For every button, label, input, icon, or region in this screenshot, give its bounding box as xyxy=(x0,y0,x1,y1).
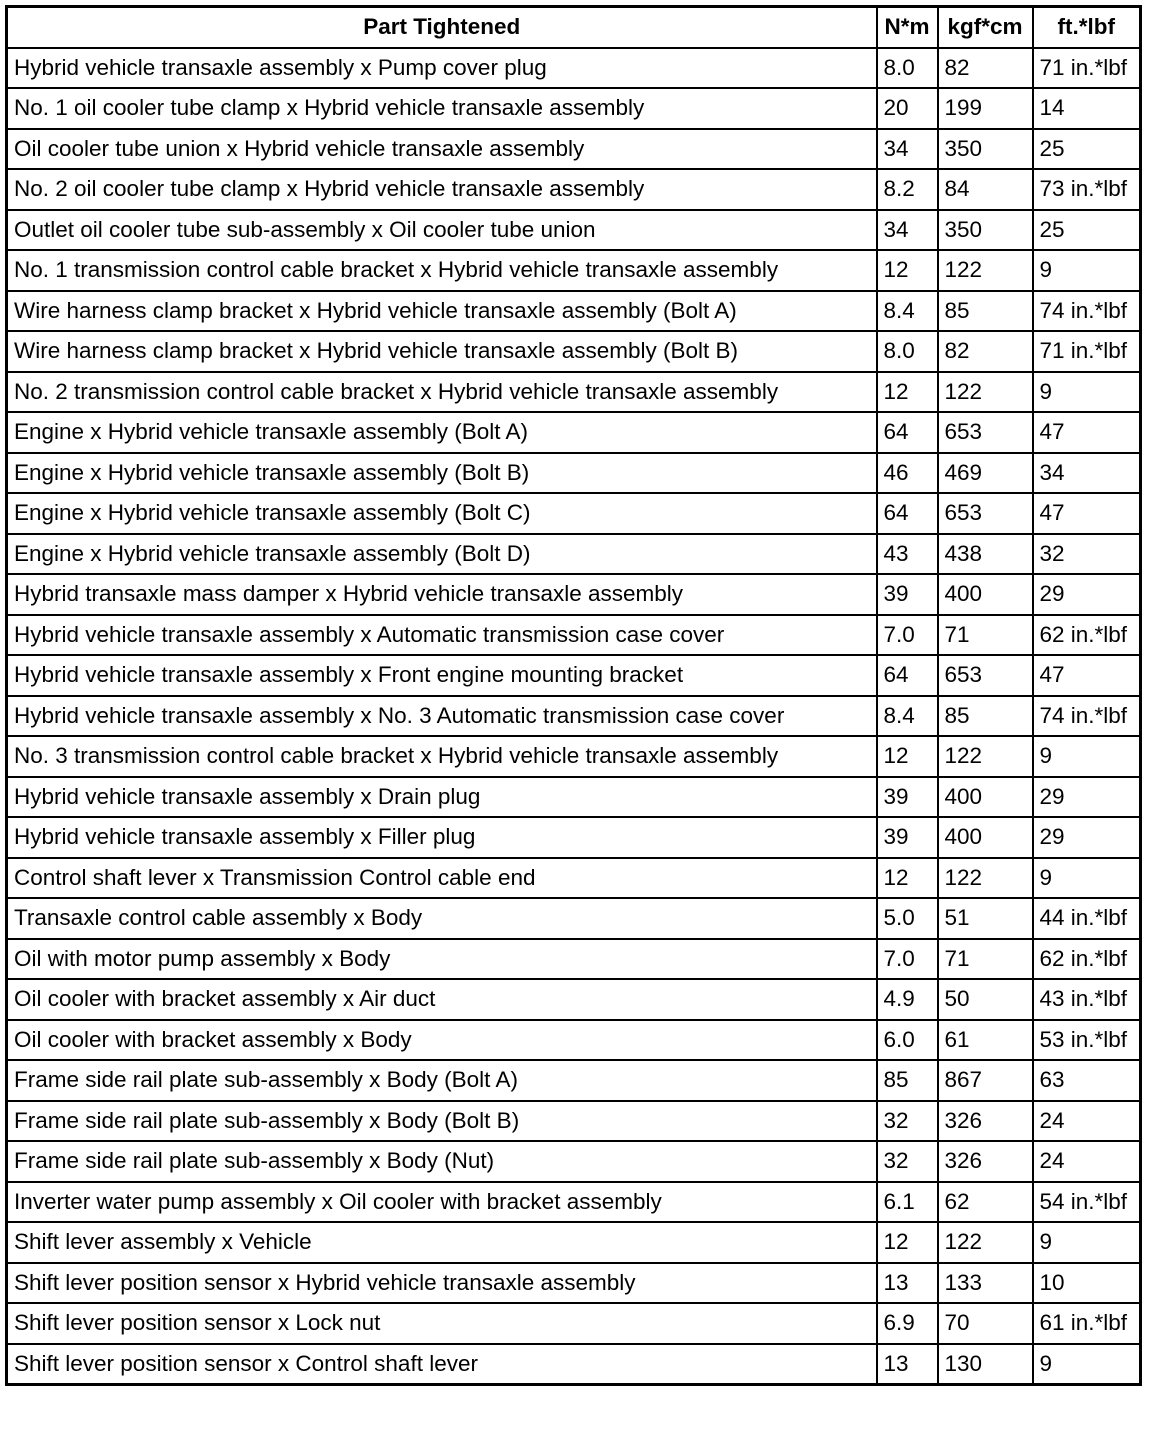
cell-part-tightened: Hybrid vehicle transaxle assembly x Front engine mounting bracket xyxy=(7,655,877,696)
cell-nm: 4.9 xyxy=(877,979,938,1020)
cell-part-tightened: Oil cooler with bracket assembly x Air duct xyxy=(7,979,877,1020)
cell-nm: 34 xyxy=(877,210,938,251)
cell-part-tightened: Shift lever position sensor x Lock nut xyxy=(7,1303,877,1344)
cell-part-tightened: Outlet oil cooler tube sub-assembly x Oil cooler tube union xyxy=(7,210,877,251)
table-row xyxy=(7,1020,1141,1061)
cell-part-tightened: Frame side rail plate sub-assembly x Body (Bolt A) xyxy=(7,1060,877,1101)
cell-nm: 39 xyxy=(877,574,938,615)
cell-kgf-cm: 653 xyxy=(938,655,1033,696)
cell-kgf-cm: 82 xyxy=(938,331,1033,372)
cell-kgf-cm: 326 xyxy=(938,1141,1033,1182)
cell-ft-lbf: 34 xyxy=(1033,453,1141,494)
cell-nm: 12 xyxy=(877,1222,938,1263)
cell-part-tightened: Inverter water pump assembly x Oil cooler with bracket assembly xyxy=(7,1182,877,1223)
cell-ft-lbf: 10 xyxy=(1033,1263,1141,1304)
cell-kgf-cm: 350 xyxy=(938,210,1033,251)
table-row xyxy=(7,169,1141,210)
cell-nm: 8.4 xyxy=(877,291,938,332)
cell-ft-lbf: 74 in.*lbf xyxy=(1033,696,1141,737)
cell-nm: 34 xyxy=(877,129,938,170)
cell-nm: 39 xyxy=(877,817,938,858)
table-row xyxy=(7,858,1141,899)
cell-part-tightened: Hybrid transaxle mass damper x Hybrid vehicle transaxle assembly xyxy=(7,574,877,615)
cell-kgf-cm: 82 xyxy=(938,48,1033,89)
cell-part-tightened: No. 2 transmission control cable bracket x Hybrid vehicle transaxle assembly xyxy=(7,372,877,413)
cell-ft-lbf: 54 in.*lbf xyxy=(1033,1182,1141,1223)
table-row xyxy=(7,615,1141,656)
cell-ft-lbf: 61 in.*lbf xyxy=(1033,1303,1141,1344)
cell-ft-lbf: 73 in.*lbf xyxy=(1033,169,1141,210)
table-row xyxy=(7,1263,1141,1304)
cell-nm: 7.0 xyxy=(877,615,938,656)
header-ft-lbf: ft.*lbf xyxy=(1033,7,1141,48)
table-row xyxy=(7,453,1141,494)
cell-kgf-cm: 122 xyxy=(938,1222,1033,1263)
cell-ft-lbf: 25 xyxy=(1033,210,1141,251)
cell-part-tightened: Oil with motor pump assembly x Body xyxy=(7,939,877,980)
cell-kgf-cm: 326 xyxy=(938,1101,1033,1142)
cell-part-tightened: Engine x Hybrid vehicle transaxle assembly (Bolt D) xyxy=(7,534,877,575)
cell-ft-lbf: 9 xyxy=(1033,1222,1141,1263)
cell-ft-lbf: 24 xyxy=(1033,1101,1141,1142)
cell-nm: 12 xyxy=(877,372,938,413)
cell-kgf-cm: 122 xyxy=(938,858,1033,899)
cell-nm: 5.0 xyxy=(877,898,938,939)
cell-nm: 39 xyxy=(877,777,938,818)
cell-part-tightened: Oil cooler with bracket assembly x Body xyxy=(7,1020,877,1061)
header-part-tightened: Part Tightened xyxy=(7,7,877,48)
cell-ft-lbf: 9 xyxy=(1033,736,1141,777)
cell-kgf-cm: 350 xyxy=(938,129,1033,170)
cell-ft-lbf: 32 xyxy=(1033,534,1141,575)
cell-nm: 64 xyxy=(877,493,938,534)
cell-ft-lbf: 47 xyxy=(1033,655,1141,696)
header-kgf-cm: kgf*cm xyxy=(938,7,1033,48)
cell-part-tightened: Engine x Hybrid vehicle transaxle assembly (Bolt A) xyxy=(7,412,877,453)
cell-kgf-cm: 51 xyxy=(938,898,1033,939)
cell-nm: 43 xyxy=(877,534,938,575)
cell-part-tightened: Oil cooler tube union x Hybrid vehicle transaxle assembly xyxy=(7,129,877,170)
cell-ft-lbf: 29 xyxy=(1033,817,1141,858)
cell-ft-lbf: 53 in.*lbf xyxy=(1033,1020,1141,1061)
cell-part-tightened: Hybrid vehicle transaxle assembly x Pump cover plug xyxy=(7,48,877,89)
cell-nm: 32 xyxy=(877,1101,938,1142)
table-row xyxy=(7,1060,1141,1101)
table-row xyxy=(7,291,1141,332)
cell-ft-lbf: 29 xyxy=(1033,777,1141,818)
cell-kgf-cm: 50 xyxy=(938,979,1033,1020)
cell-kgf-cm: 653 xyxy=(938,412,1033,453)
header-nm: N*m xyxy=(877,7,938,48)
cell-nm: 6.1 xyxy=(877,1182,938,1223)
table-row xyxy=(7,574,1141,615)
cell-part-tightened: Engine x Hybrid vehicle transaxle assembly (Bolt B) xyxy=(7,453,877,494)
cell-part-tightened: Hybrid vehicle transaxle assembly x Drain plug xyxy=(7,777,877,818)
table-row xyxy=(7,534,1141,575)
cell-nm: 13 xyxy=(877,1344,938,1385)
table-row xyxy=(7,898,1141,939)
cell-nm: 12 xyxy=(877,736,938,777)
cell-part-tightened: Hybrid vehicle transaxle assembly x No. 3 Automatic transmission case cover xyxy=(7,696,877,737)
cell-kgf-cm: 469 xyxy=(938,453,1033,494)
table-row xyxy=(7,1141,1141,1182)
cell-part-tightened: Shift lever position sensor x Control shaft lever xyxy=(7,1344,877,1385)
table-row xyxy=(7,817,1141,858)
cell-kgf-cm: 122 xyxy=(938,250,1033,291)
cell-part-tightened: Frame side rail plate sub-assembly x Body (Bolt B) xyxy=(7,1101,877,1142)
cell-kgf-cm: 84 xyxy=(938,169,1033,210)
cell-nm: 46 xyxy=(877,453,938,494)
cell-ft-lbf: 47 xyxy=(1033,493,1141,534)
table-row xyxy=(7,655,1141,696)
cell-nm: 8.2 xyxy=(877,169,938,210)
cell-ft-lbf: 44 in.*lbf xyxy=(1033,898,1141,939)
cell-ft-lbf: 47 xyxy=(1033,412,1141,453)
cell-nm: 64 xyxy=(877,655,938,696)
cell-nm: 20 xyxy=(877,88,938,129)
cell-kgf-cm: 61 xyxy=(938,1020,1033,1061)
cell-kgf-cm: 400 xyxy=(938,817,1033,858)
cell-ft-lbf: 62 in.*lbf xyxy=(1033,615,1141,656)
cell-ft-lbf: 14 xyxy=(1033,88,1141,129)
table-row xyxy=(7,979,1141,1020)
cell-ft-lbf: 9 xyxy=(1033,858,1141,899)
cell-part-tightened: No. 2 oil cooler tube clamp x Hybrid vehicle transaxle assembly xyxy=(7,169,877,210)
cell-nm: 64 xyxy=(877,412,938,453)
table-row xyxy=(7,736,1141,777)
cell-kgf-cm: 438 xyxy=(938,534,1033,575)
table-row xyxy=(7,1344,1141,1385)
cell-ft-lbf: 25 xyxy=(1033,129,1141,170)
table-row xyxy=(7,129,1141,170)
cell-kgf-cm: 133 xyxy=(938,1263,1033,1304)
cell-kgf-cm: 400 xyxy=(938,574,1033,615)
cell-kgf-cm: 71 xyxy=(938,939,1033,980)
table-row xyxy=(7,1222,1141,1263)
table-row xyxy=(7,412,1141,453)
cell-ft-lbf: 62 in.*lbf xyxy=(1033,939,1141,980)
cell-ft-lbf: 9 xyxy=(1033,250,1141,291)
table-row xyxy=(7,1303,1141,1344)
cell-part-tightened: No. 3 transmission control cable bracket x Hybrid vehicle transaxle assembly xyxy=(7,736,877,777)
cell-part-tightened: Hybrid vehicle transaxle assembly x Filler plug xyxy=(7,817,877,858)
cell-part-tightened: Shift lever position sensor x Hybrid vehicle transaxle assembly xyxy=(7,1263,877,1304)
cell-kgf-cm: 85 xyxy=(938,696,1033,737)
table-row xyxy=(7,777,1141,818)
table-row xyxy=(7,493,1141,534)
cell-nm: 8.4 xyxy=(877,696,938,737)
cell-nm: 32 xyxy=(877,1141,938,1182)
table-row xyxy=(7,1182,1141,1223)
table-row xyxy=(7,88,1141,129)
cell-part-tightened: Transaxle control cable assembly x Body xyxy=(7,898,877,939)
table-body xyxy=(7,48,1141,1385)
cell-nm: 85 xyxy=(877,1060,938,1101)
cell-kgf-cm: 867 xyxy=(938,1060,1033,1101)
table-row xyxy=(7,372,1141,413)
cell-nm: 7.0 xyxy=(877,939,938,980)
cell-part-tightened: Shift lever assembly x Vehicle xyxy=(7,1222,877,1263)
cell-kgf-cm: 122 xyxy=(938,736,1033,777)
cell-nm: 12 xyxy=(877,858,938,899)
table-row xyxy=(7,1101,1141,1142)
torque-spec-table xyxy=(5,5,1142,1386)
cell-ft-lbf: 71 in.*lbf xyxy=(1033,48,1141,89)
cell-nm: 8.0 xyxy=(877,331,938,372)
cell-nm: 12 xyxy=(877,250,938,291)
cell-kgf-cm: 653 xyxy=(938,493,1033,534)
cell-kgf-cm: 62 xyxy=(938,1182,1033,1223)
table-row xyxy=(7,331,1141,372)
cell-part-tightened: Control shaft lever x Transmission Control cable end xyxy=(7,858,877,899)
cell-kgf-cm: 85 xyxy=(938,291,1033,332)
cell-ft-lbf: 71 in.*lbf xyxy=(1033,331,1141,372)
cell-nm: 6.0 xyxy=(877,1020,938,1061)
cell-part-tightened: Frame side rail plate sub-assembly x Body (Nut) xyxy=(7,1141,877,1182)
cell-kgf-cm: 122 xyxy=(938,372,1033,413)
cell-ft-lbf: 9 xyxy=(1033,372,1141,413)
cell-part-tightened: No. 1 oil cooler tube clamp x Hybrid vehicle transaxle assembly xyxy=(7,88,877,129)
cell-kgf-cm: 130 xyxy=(938,1344,1033,1385)
cell-ft-lbf: 74 in.*lbf xyxy=(1033,291,1141,332)
table-row xyxy=(7,250,1141,291)
table-row xyxy=(7,939,1141,980)
cell-part-tightened: Wire harness clamp bracket x Hybrid vehicle transaxle assembly (Bolt A) xyxy=(7,291,877,332)
cell-part-tightened: Engine x Hybrid vehicle transaxle assembly (Bolt C) xyxy=(7,493,877,534)
table-header-row xyxy=(7,7,1141,48)
cell-ft-lbf: 43 in.*lbf xyxy=(1033,979,1141,1020)
cell-ft-lbf: 24 xyxy=(1033,1141,1141,1182)
cell-part-tightened: Wire harness clamp bracket x Hybrid vehicle transaxle assembly (Bolt B) xyxy=(7,331,877,372)
cell-part-tightened: Hybrid vehicle transaxle assembly x Automatic transmission case cover xyxy=(7,615,877,656)
table-row xyxy=(7,210,1141,251)
cell-nm: 8.0 xyxy=(877,48,938,89)
cell-nm: 6.9 xyxy=(877,1303,938,1344)
cell-ft-lbf: 29 xyxy=(1033,574,1141,615)
table-row xyxy=(7,696,1141,737)
cell-ft-lbf: 9 xyxy=(1033,1344,1141,1385)
cell-kgf-cm: 71 xyxy=(938,615,1033,656)
table-row xyxy=(7,48,1141,89)
cell-nm: 13 xyxy=(877,1263,938,1304)
cell-part-tightened: No. 1 transmission control cable bracket x Hybrid vehicle transaxle assembly xyxy=(7,250,877,291)
cell-ft-lbf: 63 xyxy=(1033,1060,1141,1101)
cell-kgf-cm: 70 xyxy=(938,1303,1033,1344)
cell-kgf-cm: 199 xyxy=(938,88,1033,129)
cell-kgf-cm: 400 xyxy=(938,777,1033,818)
